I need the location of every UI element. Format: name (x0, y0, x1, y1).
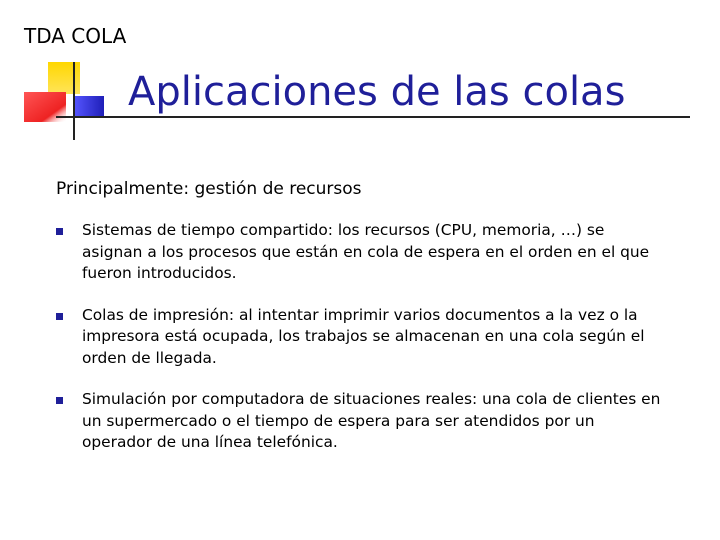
bullet-text: Colas de impresión: al intentar imprimir varios documentos a la vez o la impresora está ocupada, los trabajos se almacenan en una cola según el orden de llegada. (82, 305, 645, 367)
slide-subtitle: Principalmente: gestión de recursos (56, 179, 362, 199)
slide-title: Aplicaciones de las colas (128, 69, 626, 115)
header-label: TDA COLA (24, 24, 127, 48)
bullet-list (56, 220, 666, 474)
bullet-text: Sistemas de tiempo compartido: los recursos (CPU, memoria, …) se asignan a los procesos que están en cola de espera en el orden en el que fueron introducidos. (82, 221, 650, 282)
square-bullet-icon (56, 313, 63, 320)
logo-yellow-square (48, 62, 80, 94)
bullet-item (56, 220, 666, 285)
square-bullet-icon (56, 397, 63, 404)
bullet-item (56, 305, 666, 370)
logo-blue-square (74, 96, 104, 118)
square-bullet-icon (56, 228, 63, 235)
bullet-text: Simulación por computadora de situaciones reales: una cola de clientes en un supermercado o el tiempo de espera para ser atendidos por un operador de una línea telefónica. (82, 390, 661, 451)
bullet-item (56, 389, 666, 454)
